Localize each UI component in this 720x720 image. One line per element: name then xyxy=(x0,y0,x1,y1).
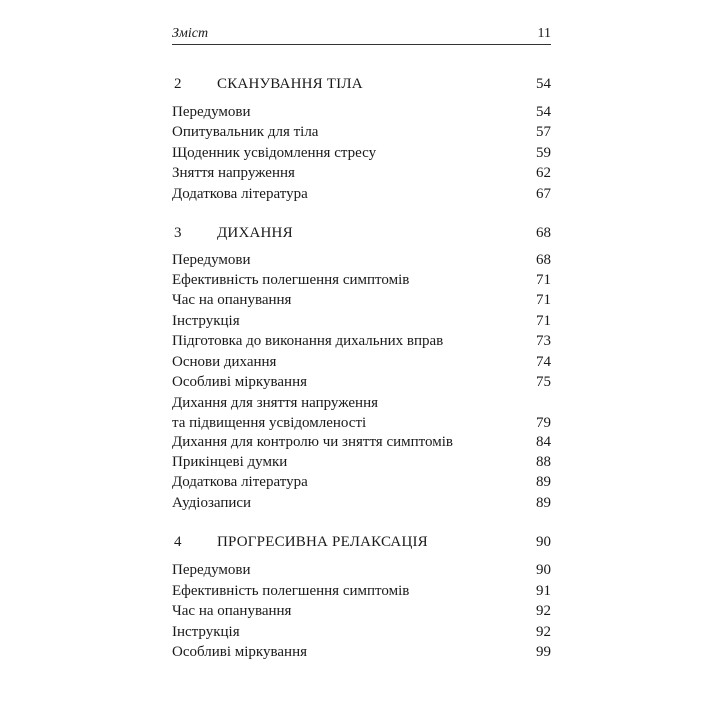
entry-title: Зняття напруження xyxy=(172,165,295,181)
entry-title: Особливі міркування xyxy=(172,374,307,390)
page-number: 73 xyxy=(536,333,551,349)
toc-entry-row xyxy=(172,143,551,163)
entry-title-continuation: та підвищення усвідомленості xyxy=(172,415,367,431)
page-number: 88 xyxy=(536,454,551,470)
page-number: 99 xyxy=(536,644,551,660)
running-head-title: Зміст xyxy=(172,26,209,41)
page-number: 71 xyxy=(536,292,551,308)
toc-entry-row xyxy=(172,352,551,372)
page-number: 54 xyxy=(536,104,551,120)
entry-title: Інструкція xyxy=(172,313,240,329)
page-number: 57 xyxy=(536,124,551,140)
chapter-title: ПРОГРЕСИВНА РЕЛАКСАЦІЯ xyxy=(217,534,428,550)
entry-title: Особливі міркування xyxy=(172,644,307,660)
entry-title: Передумови xyxy=(172,252,251,268)
toc-chapter-row xyxy=(172,532,551,552)
entry-title: Дихання для зняття напруження xyxy=(172,395,379,411)
page-number: 79 xyxy=(536,415,551,431)
toc-entry-row xyxy=(172,642,551,662)
entry-title: Передумови xyxy=(172,562,251,578)
entry-title: Час на опанування xyxy=(172,292,292,308)
running-head-page-number: 11 xyxy=(537,26,551,41)
toc-entry-row xyxy=(172,393,551,433)
entry-title: Час на опанування xyxy=(172,603,292,619)
entry-title: Опитувальник для тіла xyxy=(172,124,319,140)
toc-entry-row xyxy=(172,331,551,351)
running-head xyxy=(172,24,551,45)
toc-entry-row xyxy=(172,163,551,183)
page-number: 90 xyxy=(536,562,551,578)
page-number: 89 xyxy=(536,495,551,511)
page-number: 84 xyxy=(536,434,551,450)
page-number: 71 xyxy=(536,313,551,329)
entry-title: Ефективність полегшення симптомів xyxy=(172,272,410,288)
entry-title: Підготовка до виконання дихальних вправ xyxy=(172,333,444,349)
toc-entry-row xyxy=(172,452,551,472)
page-number: 68 xyxy=(536,252,551,268)
entry-title: Ефективність полегшення симптомів xyxy=(172,583,410,599)
toc-entry-row xyxy=(172,601,551,621)
toc-chapter-row xyxy=(172,223,551,243)
entry-title: Прикінцеві думки xyxy=(172,454,288,470)
toc-entry-row xyxy=(172,290,551,310)
page-number: 90 xyxy=(536,534,551,550)
chapter-number: 4 xyxy=(174,534,182,550)
toc-entry-row xyxy=(172,250,551,270)
page-number: 54 xyxy=(536,76,551,92)
page-number: 89 xyxy=(536,474,551,490)
toc-entry-row xyxy=(172,493,551,513)
toc-entry-row xyxy=(172,102,551,122)
toc-entry-row xyxy=(172,184,551,204)
toc-chapter-row xyxy=(172,74,551,94)
entry-title: Інструкція xyxy=(172,624,240,640)
page-number: 92 xyxy=(536,603,551,619)
page-number: 74 xyxy=(536,354,551,370)
entry-title: Додаткова література xyxy=(172,474,308,490)
toc-entry-row xyxy=(172,311,551,331)
page-number: 59 xyxy=(536,145,551,161)
chapter-number: 2 xyxy=(174,76,182,92)
toc-entry-row xyxy=(172,560,551,580)
toc-entry-row xyxy=(172,622,551,642)
page-number: 75 xyxy=(536,374,551,390)
toc-entry-row xyxy=(172,581,551,601)
toc-entry-row xyxy=(172,270,551,290)
page-number: 62 xyxy=(536,165,551,181)
chapter-title: СКАНУВАННЯ ТІЛА xyxy=(217,76,363,92)
page-number: 67 xyxy=(536,186,551,202)
entry-title: Аудіозаписи xyxy=(172,495,252,511)
entry-title: Щоденник усвідомлення стресу xyxy=(172,145,377,161)
toc-entry-row xyxy=(172,372,551,392)
entry-title: Передумови xyxy=(172,104,251,120)
toc-entry-row xyxy=(172,122,551,142)
entry-title: Дихання для контролю чи зняття симптомів xyxy=(172,434,453,450)
page-number: 92 xyxy=(536,624,551,640)
page-number: 71 xyxy=(536,272,551,288)
entry-title: Основи дихання xyxy=(172,354,277,370)
toc-entry-row xyxy=(172,432,551,452)
chapter-number: 3 xyxy=(174,225,182,241)
chapter-title: ДИХАННЯ xyxy=(217,225,293,241)
page-number: 68 xyxy=(536,225,551,241)
toc-entry-row xyxy=(172,472,551,492)
page-number: 91 xyxy=(536,583,551,599)
entry-title: Додаткова література xyxy=(172,186,308,202)
